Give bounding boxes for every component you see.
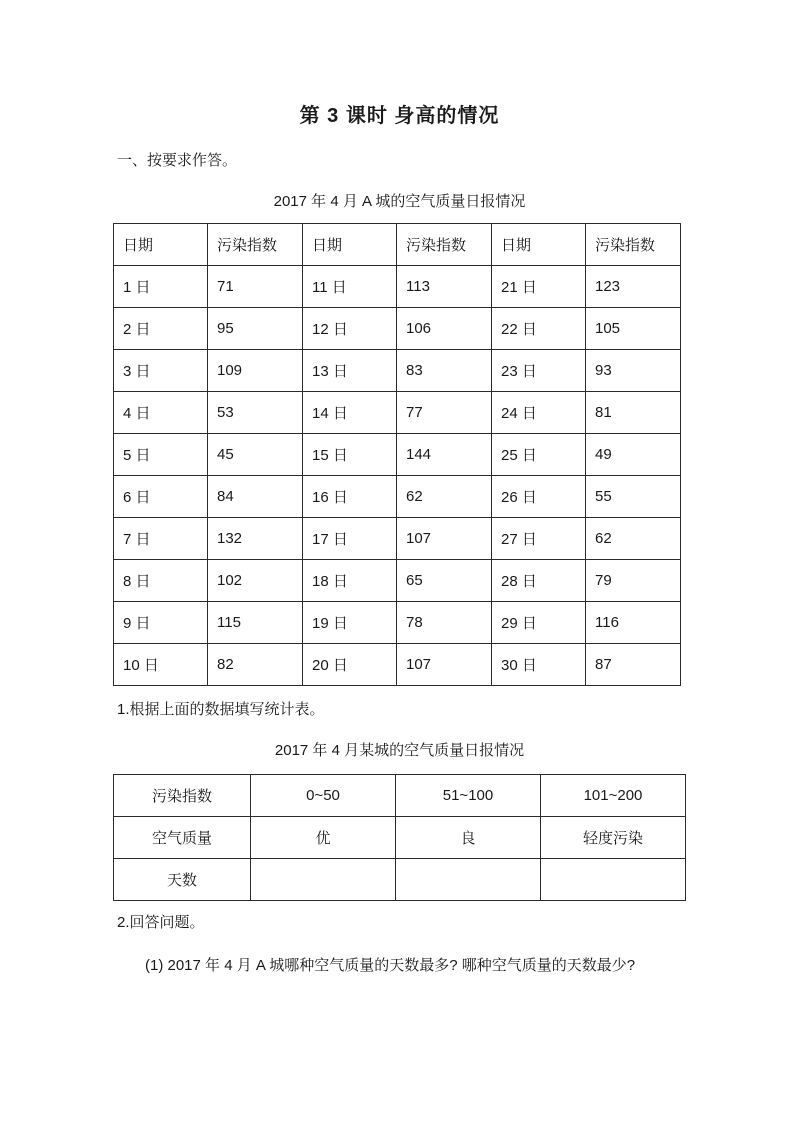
table-row <box>114 392 681 434</box>
table-cell: 轻度污染 <box>541 817 686 859</box>
table-cell: 45 <box>208 434 303 476</box>
table-header-cell: 污染指数 <box>586 224 681 266</box>
empty-answer-cell <box>541 859 686 901</box>
table-cell: 113 <box>397 266 492 308</box>
page-title: 第 3 课时 身高的情况 <box>299 105 500 127</box>
table-cell: 53 <box>208 392 303 434</box>
table-cell: 19 日 <box>303 602 397 644</box>
table-cell: 5 日 <box>114 434 208 476</box>
row-label-cell: 污染指数 <box>114 775 251 817</box>
table-cell: 3 日 <box>114 350 208 392</box>
table-cell: 18 日 <box>303 560 397 602</box>
table-row <box>114 518 681 560</box>
table-cell: 11 日 <box>303 266 397 308</box>
table-cell: 21 日 <box>492 266 586 308</box>
table-cell: 1 日 <box>114 266 208 308</box>
table-cell: 65 <box>397 560 492 602</box>
table-cell: 123 <box>586 266 681 308</box>
table-cell: 106 <box>397 308 492 350</box>
table-cell: 27 日 <box>492 518 586 560</box>
table-row <box>114 266 681 308</box>
table-cell: 14 日 <box>303 392 397 434</box>
table-header-cell: 污染指数 <box>397 224 492 266</box>
table-row <box>114 602 681 644</box>
table-cell: 9 日 <box>114 602 208 644</box>
table-row <box>114 775 686 817</box>
table-cell: 24 日 <box>492 392 586 434</box>
daily-table-caption: 2017 年 4 月 A 城的空气质量日报情况 <box>273 193 526 210</box>
table-cell: 13 日 <box>303 350 397 392</box>
table-cell: 144 <box>397 434 492 476</box>
table-cell: 良 <box>396 817 541 859</box>
table-cell: 7 日 <box>114 518 208 560</box>
table-row <box>114 560 681 602</box>
table-cell: 107 <box>397 518 492 560</box>
table-cell: 51~100 <box>396 775 541 817</box>
table-cell: 95 <box>208 308 303 350</box>
table-cell: 12 日 <box>303 308 397 350</box>
table-cell: 62 <box>586 518 681 560</box>
table-cell: 55 <box>586 476 681 518</box>
table-cell: 26 日 <box>492 476 586 518</box>
table-cell: 102 <box>208 560 303 602</box>
table-cell: 0~50 <box>251 775 396 817</box>
table-cell: 79 <box>586 560 681 602</box>
section-heading: 一、按要求作答。 <box>117 152 238 169</box>
table-cell: 71 <box>208 266 303 308</box>
empty-answer-cell <box>396 859 541 901</box>
table-header-cell: 污染指数 <box>208 224 303 266</box>
table-header-row <box>114 224 681 266</box>
table-row <box>114 644 681 686</box>
table-cell: 115 <box>208 602 303 644</box>
table-cell: 62 <box>397 476 492 518</box>
table-cell: 49 <box>586 434 681 476</box>
table-cell: 105 <box>586 308 681 350</box>
table-cell: 28 日 <box>492 560 586 602</box>
table-cell: 优 <box>251 817 396 859</box>
summary-statistics-table <box>113 774 686 901</box>
table-row <box>114 817 686 859</box>
table-header-cell: 日期 <box>303 224 397 266</box>
table-row <box>114 308 681 350</box>
table-cell: 17 日 <box>303 518 397 560</box>
instruction-answer-questions: 2.回答问题。 <box>117 914 205 931</box>
table-cell: 2 日 <box>114 308 208 350</box>
table-cell: 77 <box>397 392 492 434</box>
table-cell: 22 日 <box>492 308 586 350</box>
row-label-cell: 空气质量 <box>114 817 251 859</box>
table-cell: 84 <box>208 476 303 518</box>
table-cell: 132 <box>208 518 303 560</box>
table-cell: 20 日 <box>303 644 397 686</box>
table-cell: 78 <box>397 602 492 644</box>
table-cell: 81 <box>586 392 681 434</box>
empty-answer-cell <box>251 859 396 901</box>
summary-table-caption: 2017 年 4 月某城的空气质量日报情况 <box>274 742 525 759</box>
table-cell: 8 日 <box>114 560 208 602</box>
table-cell: 23 日 <box>492 350 586 392</box>
table-cell: 4 日 <box>114 392 208 434</box>
table-cell: 107 <box>397 644 492 686</box>
table-row <box>114 434 681 476</box>
daily-air-quality-table <box>113 223 681 686</box>
table-cell: 101~200 <box>541 775 686 817</box>
table-cell: 116 <box>586 602 681 644</box>
question-1: (1) 2017 年 4 月 A 城哪种空气质量的天数最多? 哪种空气质量的天数最少? <box>145 957 636 974</box>
instruction-fill-table: 1.根据上面的数据填写统计表。 <box>117 701 325 718</box>
table-cell: 15 日 <box>303 434 397 476</box>
table-cell: 6 日 <box>114 476 208 518</box>
table-cell: 29 日 <box>492 602 586 644</box>
table-row <box>114 859 686 901</box>
table-cell: 16 日 <box>303 476 397 518</box>
row-label-cell: 天数 <box>114 859 251 901</box>
table-cell: 83 <box>397 350 492 392</box>
table-header-cell: 日期 <box>492 224 586 266</box>
table-header-cell: 日期 <box>114 224 208 266</box>
table-cell: 25 日 <box>492 434 586 476</box>
table-cell: 93 <box>586 350 681 392</box>
table-cell: 87 <box>586 644 681 686</box>
table-cell: 30 日 <box>492 644 586 686</box>
table-row <box>114 350 681 392</box>
table-cell: 82 <box>208 644 303 686</box>
table-cell: 109 <box>208 350 303 392</box>
table-cell: 10 日 <box>114 644 208 686</box>
table-row <box>114 476 681 518</box>
